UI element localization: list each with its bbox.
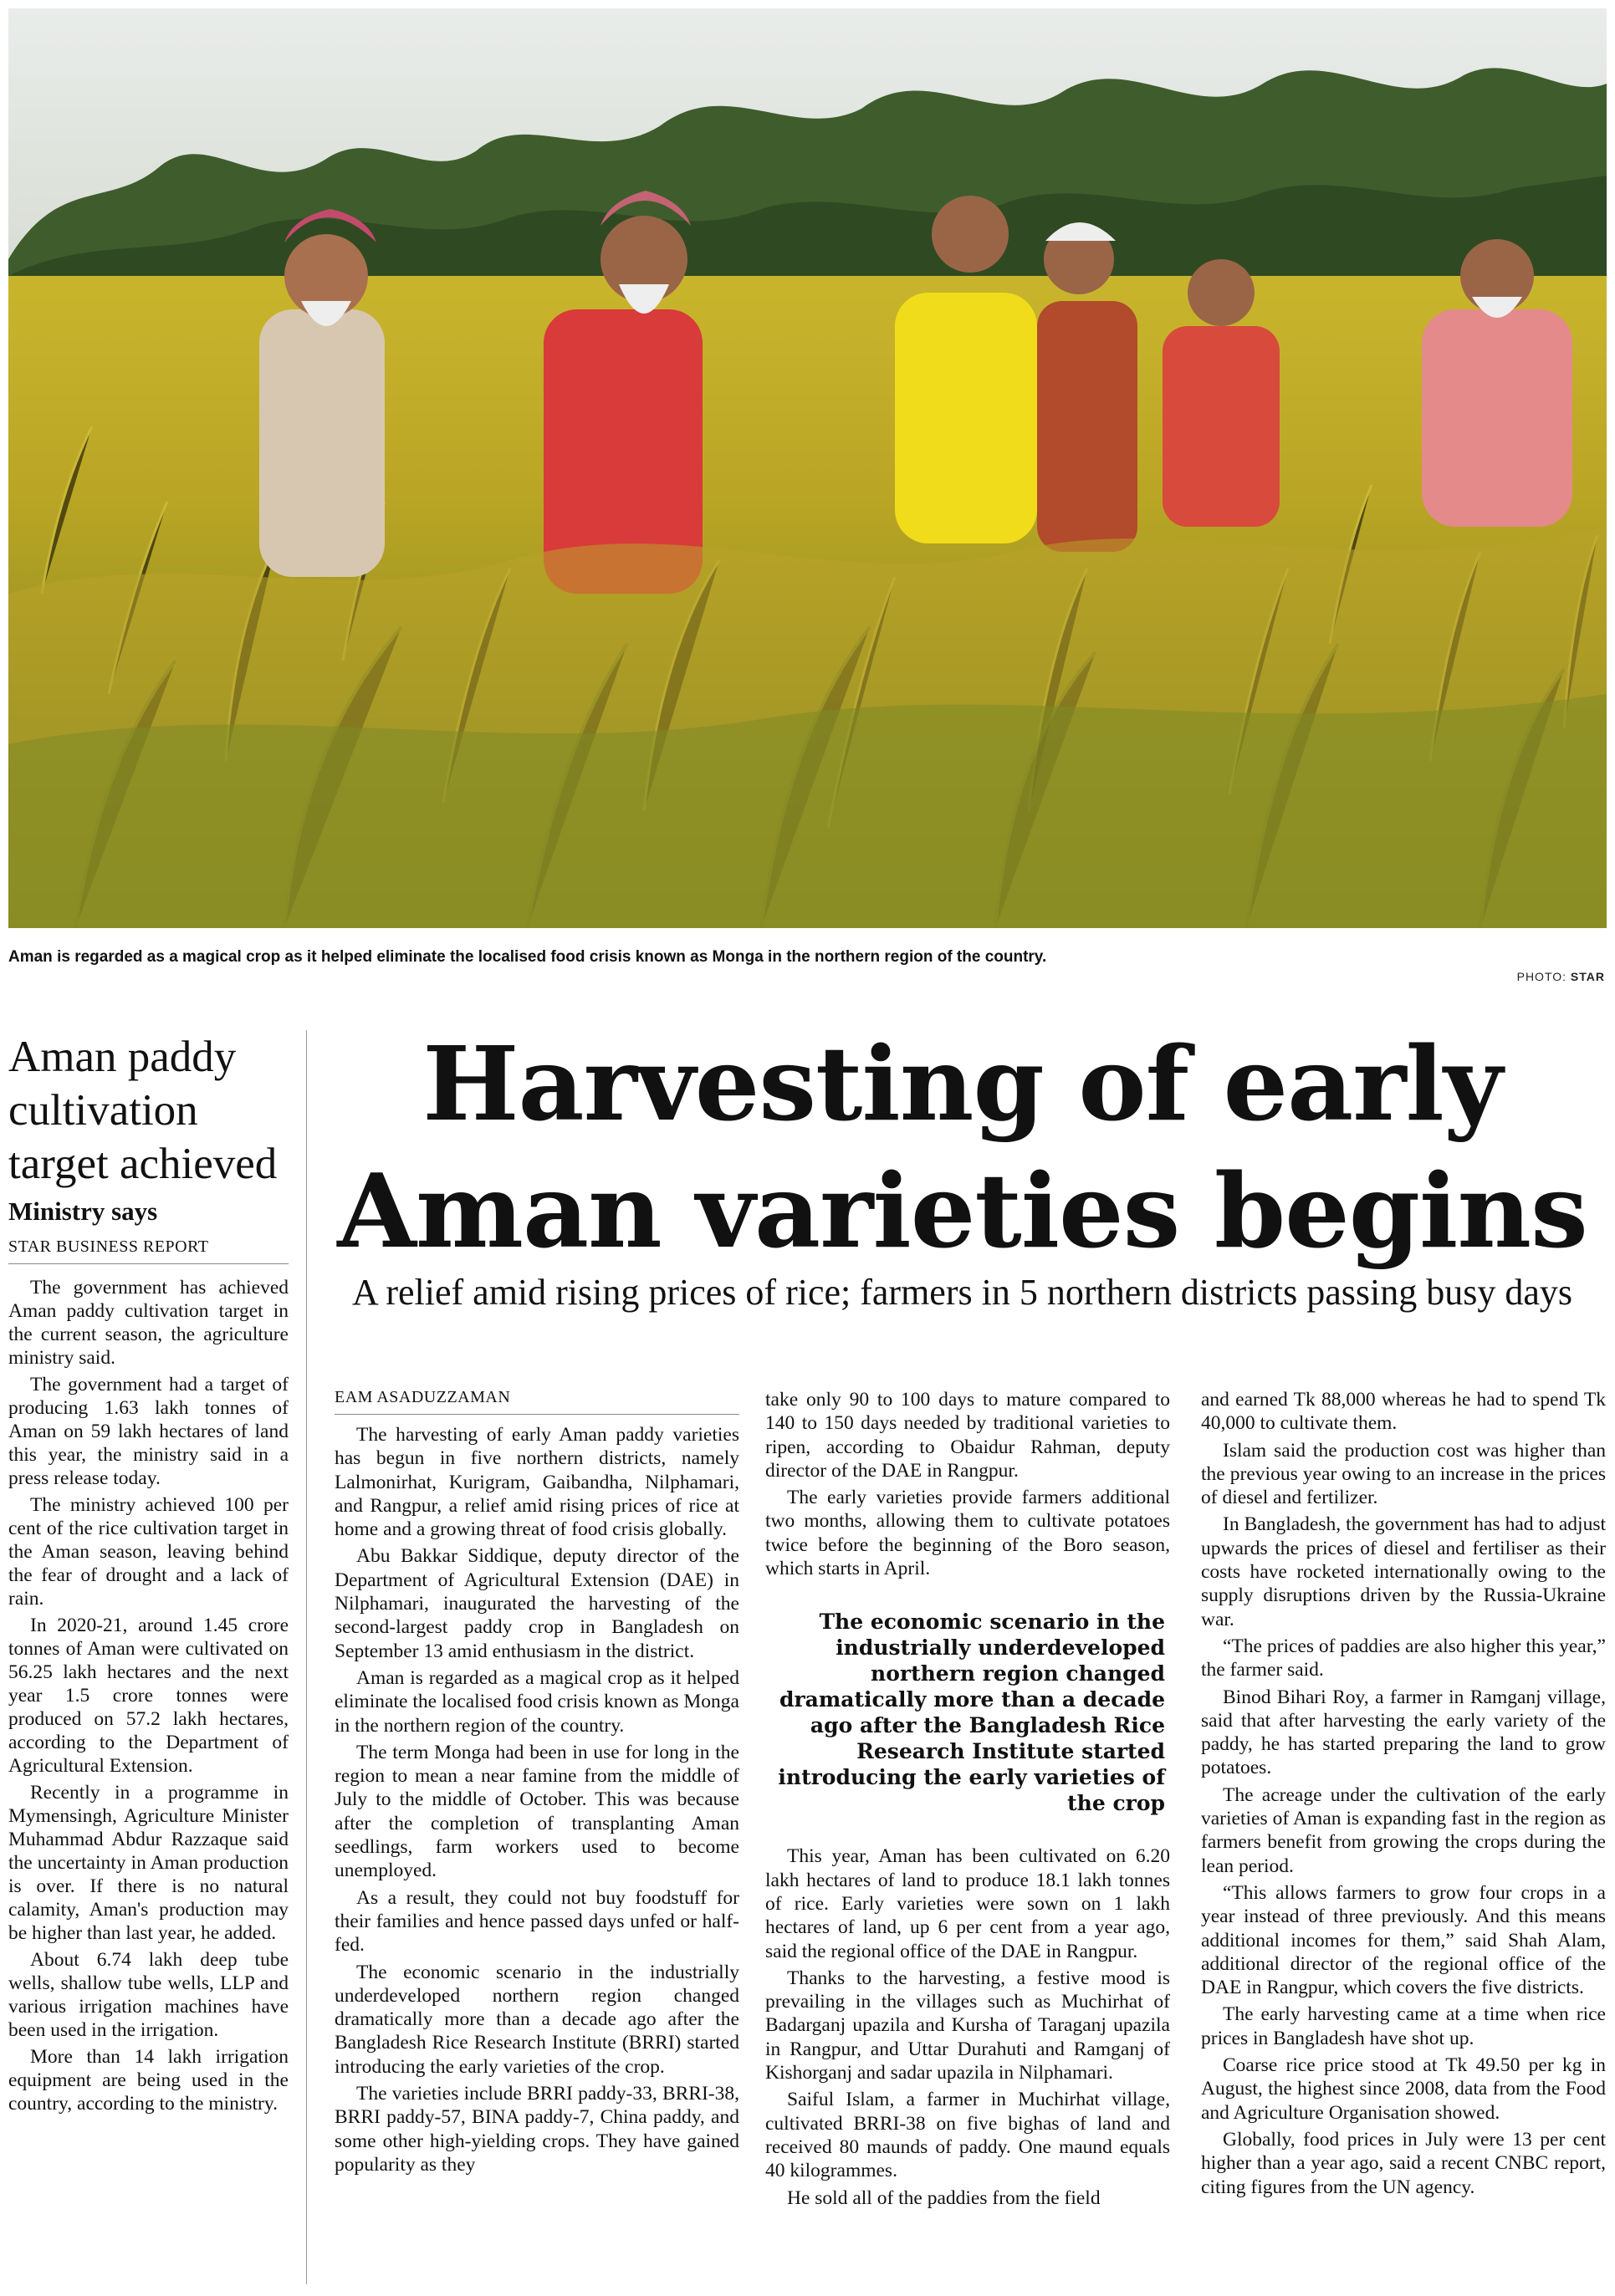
rice-field-farmers-image	[8, 8, 1607, 928]
pull-quote: The economic scenario in the industrially underdeveloped northern region changed dramatically more than a decade ago after the Bangladesh Rice Research Institute started introducing the early varieties of the crop	[778, 1610, 1165, 1816]
photo-credit	[1517, 970, 1605, 983]
side-story-body	[8, 1276, 289, 2115]
column-divider	[306, 1030, 307, 2284]
paragraph: In 2020-21, around 1.45 crore tonnes of Aman were cultivated on 56.25 lakh hectares and the next year 1.5 crore tonnes were produced on 57.2 lakh hectares, according to the Department of Agricultural Extension.	[8, 1615, 289, 1777]
paragraph: Binod Bihari Roy, a farmer in Ramganj village, said that after harvesting the early variety of the paddy, he has started preparing the land to grow potatoes.	[1201, 1686, 1606, 1779]
paragraph: The early harvesting came at a time when rice prices in Bangladesh have shot up.	[1201, 2003, 1606, 2049]
paragraph: The early varieties provide farmers additional two months, allowing them to cultivate potatoes twice before the beginning of the Boro season, which starts in April.	[765, 1487, 1170, 1580]
main-column-1	[335, 1388, 739, 2180]
paragraph: The term Monga had been in use for long in the region to mean a near famine from the middle of July to the middle of October. This was because after the completion of transplanting Aman seedlings, farm workers used to become unemployed.	[335, 1741, 739, 1882]
paragraph: The government had a target of producing 1.63 lakh tonnes of Aman on 59 lakh hectares of land this year, the ministry said in a press release today.	[8, 1374, 289, 1489]
paragraph: and earned Tk 88,000 whereas he had to spend Tk 40,000 to cultivate them.	[1201, 1389, 1606, 1435]
paragraph: He sold all of the paddies from the field	[787, 2186, 1101, 2209]
paragraph: The acreage under the cultivation of the early varieties of Aman is expanding fast in the region as farmers benefit from growing the crops during the lean period.	[1201, 1783, 1606, 1877]
side-story-headline: Aman paddy cultivation target achieved	[8, 1033, 278, 1188]
photo-credit-source: STAR	[1570, 970, 1605, 983]
paragraph: As a result, they could not buy foodstuff for their families and hence passed days unfed or half-fed.	[335, 1886, 739, 1957]
main-subhead: A relief amid rising prices of rice; farmers in 5 northern districts passing busy days	[352, 1272, 1572, 1313]
side-story	[8, 1030, 289, 2119]
side-story-subhead: Ministry says	[8, 1196, 158, 1226]
photo-caption: Aman is regarded as a magical crop as it helped eliminate the localised food crisis known as Monga in the northern region of the country.	[8, 948, 1047, 966]
paragraph: The harvesting of early Aman paddy varieties has begun in five northern districts, namely Lalmonirhat, Kurigram, Gaibandha, Nilphamari, and Rangpur, a relief amid rising prices of rice at home and a growing threat of food crisis globally.	[335, 1424, 739, 1541]
paragraph: Globally, food prices in July were 13 per cent higher than a year ago, said a recent CNBC report, citing figures from the UN agency.	[1201, 2128, 1606, 2198]
main-headline: Harvesting of early Aman varieties begins	[337, 1023, 1587, 1271]
paragraph: Abu Bakkar Siddique, deputy director of the Department of Agricultural Extension (DAE) in Nilphamari, inaugurated the harvesting of the second-largest paddy crop in Bangladesh on September 13 amid enthusiasm in the district.	[335, 1545, 739, 1662]
paragraph: The varieties include BRRI paddy-33, BRRI-38, BRRI paddy-57, BINA paddy-7, China paddy, and some other high-yielding crops. They have gained popularity as they	[335, 2083, 739, 2176]
paragraph: The ministry achieved 100 per cent of the rice cultivation target in the Aman season, leaving behind the fear of drought and a lack of rain.	[8, 1494, 289, 1610]
paragraph: More than 14 lakh irrigation equipment are being used in the country, according to the ministry.	[8, 2046, 289, 2115]
paragraph: Thanks to the harvesting, a festive mood is prevailing in the villages such as Muchirhat of Badarganj upazila and Kursha of Taraganj upazila in Rangpur, and Uttar Durahuti and Ramganj of Kishorganj and sadar upazila in Nilphamari.	[765, 1967, 1170, 2084]
main-column-2	[765, 1388, 1170, 2213]
paragraph: Recently in a programme in Mymensingh, Agriculture Minister Muhammad Abdur Razzaque said the uncertainty in Aman production is over. If there is no natural calamity, Aman's production may be higher than last year, he added.	[8, 1782, 289, 1944]
side-story-byline: STAR BUSINESS REPORT	[8, 1237, 289, 1264]
paragraph: About 6.74 lakh deep tube wells, shallow tube wells, LLP and various irrigation machines have been used in the irrigation.	[8, 1949, 289, 2041]
paragraph: This year, Aman has been cultivated on 6.20 lakh hectares of land to produce 18.1 lakh tonnes of rice. Early varieties were sown on 1 lakh hectares of land, up 6 per cent from a year ago, said the regional office of the DAE in Rangpur.	[765, 1845, 1170, 1962]
paragraph: Coarse rice price stood at Tk 49.50 per kg in August, the highest since 2008, data from the Food and Agriculture Organisation showed.	[1201, 2054, 1606, 2124]
paragraph: Aman is regarded as a magical crop as it helped eliminate the localised food crisis known as Monga in the northern region of the country.	[335, 1666, 739, 1737]
paragraph: Islam said the production cost was higher than the previous year owing to an increase in the prices of diesel and fertilizer.	[1201, 1439, 1606, 1509]
main-byline: EAM ASADUZZAMAN	[335, 1388, 739, 1415]
paragraph: The economic scenario in the industrially underdeveloped northern region changed dramatically more than a decade ago after the Bangladesh Rice Research Institute (BRRI) started introducing the early varieties of the crop.	[335, 1961, 739, 2078]
photo-credit-prefix: PHOTO:	[1516, 970, 1567, 983]
paragraph: In Bangladesh, the government has had to adjust upwards the prices of diesel and fertiliser as their costs have rocketed internationally owing to the supply disruptions driven by the Russia-Ukraine war.	[1201, 1513, 1606, 1630]
paragraph: “The prices of paddies are also higher this year,” the farmer said.	[1201, 1635, 1606, 1681]
paragraph: “This allows farmers to grow four crops in a year instead of three previously. And this means additional incomes for them,” said Shah Alam, additional director of the regional office of the DAE in Rangpur, which covers the five districts.	[1201, 1881, 1606, 1999]
paragraph: Saiful Islam, a farmer in Muchirhat village, cultivated BRRI-38 on five bighas of land and received 80 maunds of paddy. One maund equals 40 kilogrammes.	[765, 2089, 1170, 2182]
main-column-3	[1201, 1388, 1606, 2202]
paragraph: The government has achieved Aman paddy cultivation target in the current season, the agriculture ministry said.	[8, 1277, 289, 1369]
lead-photo	[8, 8, 1607, 928]
paragraph: take only 90 to 100 days to mature compared to 140 to 150 days needed by traditional varieties to ripen, according to Obaidur Rahman, deputy director of the DAE in Rangpur.	[765, 1389, 1170, 1482]
